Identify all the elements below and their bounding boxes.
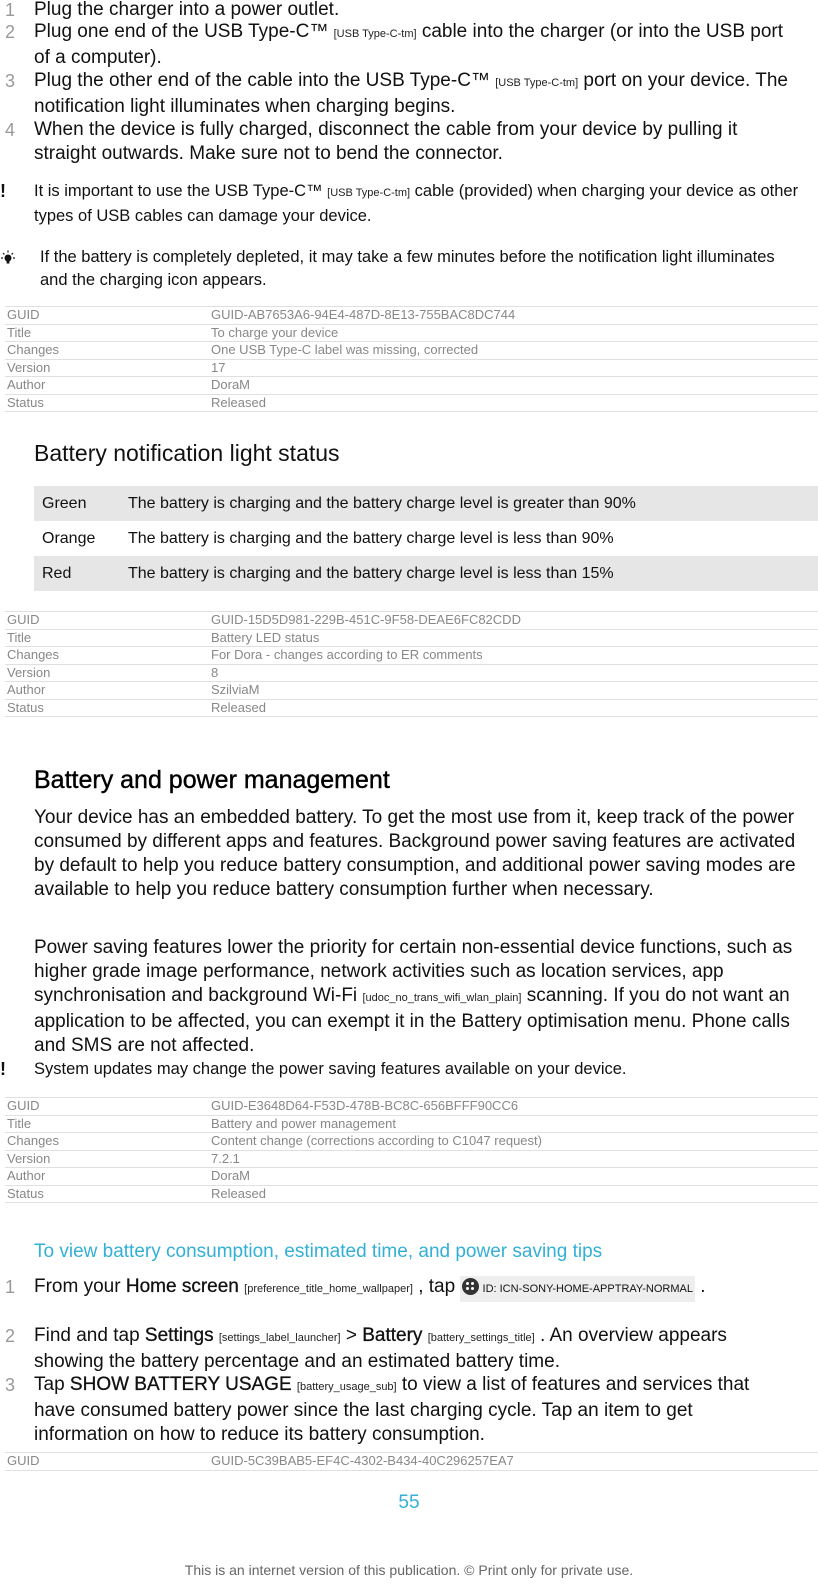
table-row — [34, 556, 818, 591]
exclamation-icon: ! — [0, 181, 6, 201]
table-row — [5, 1168, 818, 1186]
paragraph — [34, 936, 818, 1058]
meta-key: Changes — [5, 647, 209, 665]
section-heading: Battery and power management — [34, 766, 390, 794]
meta-key: Status — [5, 394, 209, 412]
table-row — [5, 359, 818, 377]
light-color: Red — [34, 556, 120, 591]
step-number: 2 — [4, 22, 15, 42]
meta-key: Author — [5, 377, 209, 395]
table-row — [5, 699, 818, 717]
procedure-step-2 — [0, 1324, 794, 1374]
light-desc: The battery is charging and the battery charge level is less than 15% — [120, 556, 818, 591]
meta-key: Changes — [5, 1133, 209, 1151]
step-text-cont: , tap — [412, 1276, 461, 1297]
table-row — [5, 342, 818, 360]
note-text: System updates may change the power saving features available on your device. — [34, 1060, 627, 1078]
footer-text: This is an internet version of this publication. © Print only for private use. — [184, 1562, 634, 1578]
step-2 — [0, 20, 794, 70]
meta-value: For Dora - changes according to ER comments — [209, 647, 818, 665]
light-desc: The battery is charging and the battery charge level is greater than 90% — [120, 486, 818, 521]
step-text: Find and tap — [34, 1325, 145, 1346]
table-row — [5, 394, 818, 412]
step-text: From your — [34, 1276, 126, 1297]
meta-key: Version — [5, 664, 209, 682]
meta-value: Released — [209, 699, 818, 717]
meta-value: To charge your device — [209, 324, 818, 342]
string-tag: [USB Type-C-tm] — [327, 187, 411, 199]
meta-key: Status — [5, 699, 209, 717]
string-tag: [settings_label_launcher] — [218, 1332, 341, 1344]
meta-key: Author — [5, 1168, 209, 1186]
meta-key: GUID — [5, 1453, 209, 1471]
table-row — [5, 664, 818, 682]
meta-value: GUID-E3648D64-F53D-478B-BC8C-656BFFF90CC6 — [209, 1098, 818, 1116]
meta-key: Title — [5, 629, 209, 647]
paragraph-text-cont: scanning. If you do not want an application to be affected, you can exempt it in the Battery optimisation menu. Phone calls and SMS are not affected. — [34, 985, 790, 1056]
table-row — [5, 1133, 818, 1151]
metadata-table — [5, 1097, 818, 1203]
meta-key: Title — [5, 1115, 209, 1133]
meta-value: GUID-AB7653A6-94E4-487D-8E13-755BAC8DC744 — [209, 307, 818, 325]
table-row — [5, 1115, 818, 1133]
step-text-cont: to view a list of features and services that have consumed battery power since the last charging cycle. Tap an item to get information on how to reduce its battery consumption. — [34, 1374, 750, 1445]
metadata-table — [5, 306, 818, 412]
tip-note — [0, 246, 800, 292]
string-tag: [battery_settings_title] — [427, 1332, 535, 1344]
meta-value: Battery LED status — [209, 629, 818, 647]
table-row — [5, 682, 818, 700]
meta-value: 17 — [209, 359, 818, 377]
light-status-heading: Battery notification light status — [34, 440, 340, 466]
meta-key: GUID — [5, 307, 209, 325]
ui-label-home-screen: Home screen — [125, 1276, 239, 1297]
important-note — [0, 180, 800, 228]
step-number: 3 — [4, 1375, 15, 1395]
table-row — [5, 324, 818, 342]
string-tag: [preference_title_home_wallpaper] — [244, 1283, 413, 1295]
step-number: 1 — [4, 1277, 15, 1297]
step-number: 1 — [4, 0, 15, 20]
step-text: Tap — [34, 1374, 70, 1395]
step-number: 3 — [4, 71, 15, 91]
meta-value: GUID-15D5D981-229B-451C-9F58-DEAE6FC82CDD — [209, 612, 818, 630]
paragraph-text: Power saving features lower the priority for certain non-essential device functions, such as higher grade image performance, network activities such as location services, app synchronisation and background Wi-Fi — [34, 937, 793, 1006]
meta-value: Released — [209, 394, 818, 412]
light-desc: The battery is charging and the battery charge level is less than 90% — [128, 529, 614, 547]
app-tray-icon — [462, 1278, 479, 1295]
app-tray-icon-label — [460, 1276, 695, 1302]
step-text: Plug the charger into a power outlet. — [34, 0, 340, 20]
meta-key: Changes — [5, 342, 209, 360]
metadata-table — [5, 611, 818, 717]
meta-key: Version — [5, 359, 209, 377]
lightbulb-icon — [0, 250, 16, 266]
table-row — [34, 521, 818, 556]
step-4 — [0, 118, 754, 166]
exclamation-icon: ! — [0, 1059, 6, 1079]
procedure-step-3 — [0, 1373, 759, 1447]
meta-value: 8 — [209, 664, 818, 682]
table-row — [5, 1185, 818, 1203]
step-3 — [0, 69, 794, 119]
step-text-end: . — [694, 1276, 706, 1297]
step-number: 2 — [4, 1326, 15, 1346]
meta-value: 7.2.1 — [209, 1150, 818, 1168]
table-row — [5, 377, 818, 395]
step-text-cont: . An overview appears showing the battery percentage and an estimated battery time. — [34, 1325, 727, 1372]
procedure-step-1 — [0, 1275, 794, 1302]
table-row — [5, 647, 818, 665]
meta-value: GUID-5C39BAB5-EF4C-4302-B434-40C296257EA7 — [209, 1453, 818, 1471]
table-row — [5, 612, 818, 630]
system-update-note — [0, 1058, 800, 1081]
meta-value: Content change (corrections according to C1047 request) — [209, 1133, 818, 1151]
light-color: Orange — [42, 529, 96, 547]
tip-text: If the battery is completely depleted, it may take a few minutes before the notification light illuminates and the charging icon appears. — [40, 248, 775, 289]
menu-separator: > — [340, 1325, 363, 1346]
string-tag: [USB Type-C-tm] — [495, 77, 579, 89]
ui-label-show-battery-usage: SHOW BATTERY USAGE — [69, 1374, 292, 1395]
table-row — [5, 629, 818, 647]
meta-key: Title — [5, 324, 209, 342]
ui-label-battery: Battery — [362, 1325, 423, 1346]
string-tag: [udoc_no_trans_wifi_wlan_plain] — [362, 992, 522, 1004]
meta-key: Status — [5, 1185, 209, 1203]
string-tag: [battery_usage_sub] — [296, 1381, 397, 1393]
step-text: Plug one end of the USB Type-C™ — [34, 21, 334, 42]
meta-value: DoraM — [209, 1168, 818, 1186]
step-number: 4 — [4, 120, 15, 140]
step-text: When the device is fully charged, disconnect the cable from your device by pulling it straight outwards. Make sure not to bend the connector. — [34, 119, 738, 164]
procedure-heading: To view battery consumption, estimated time, and power saving tips — [34, 1241, 603, 1262]
string-tag: [USB Type-C-tm] — [333, 28, 417, 40]
table-row — [5, 1150, 818, 1168]
page-number: 55 — [398, 1492, 420, 1513]
meta-key: GUID — [5, 1098, 209, 1116]
metadata-table — [5, 1452, 818, 1471]
table-row — [5, 1453, 818, 1471]
icon-id: ID: ICN-SONY-HOME-APPTRAY-NORMAL — [482, 1283, 693, 1295]
meta-value: Battery and power management — [209, 1115, 818, 1133]
step-text: Plug the other end of the cable into the USB Type-C™ — [34, 70, 496, 91]
meta-value: Released — [209, 1185, 818, 1203]
light-status-table — [34, 486, 818, 591]
meta-value: DoraM — [209, 377, 818, 395]
table-row — [5, 1098, 818, 1116]
note-text-cont: cable (provided) when charging your device as other types of USB cables can damage your device. — [34, 182, 799, 225]
step-text-cont: cable into the charger (or into the USB port of a computer). — [34, 21, 784, 68]
ui-label-settings: Settings — [144, 1325, 214, 1346]
meta-value: SzilviaM — [209, 682, 818, 700]
step-1 — [0, 0, 794, 22]
meta-value: One USB Type-C label was missing, corrected — [209, 342, 818, 360]
table-row — [5, 307, 818, 325]
step-text-cont: port on your device. The notification light illuminates when charging begins. — [34, 70, 788, 117]
meta-key: Author — [5, 682, 209, 700]
note-text: It is important to use the USB Type-C™ — [34, 182, 328, 200]
meta-key: Version — [5, 1150, 209, 1168]
paragraph: Your device has an embedded battery. To get the most use from it, keep track of the power consumed by different apps and features. Background power saving features are activated by default to help you reduce battery consumption, and additional power saving modes are available to help you reduce battery consumption further when necessary. — [34, 807, 796, 900]
meta-key: GUID — [5, 612, 209, 630]
table-row — [34, 486, 818, 521]
light-color: Green — [34, 486, 120, 521]
